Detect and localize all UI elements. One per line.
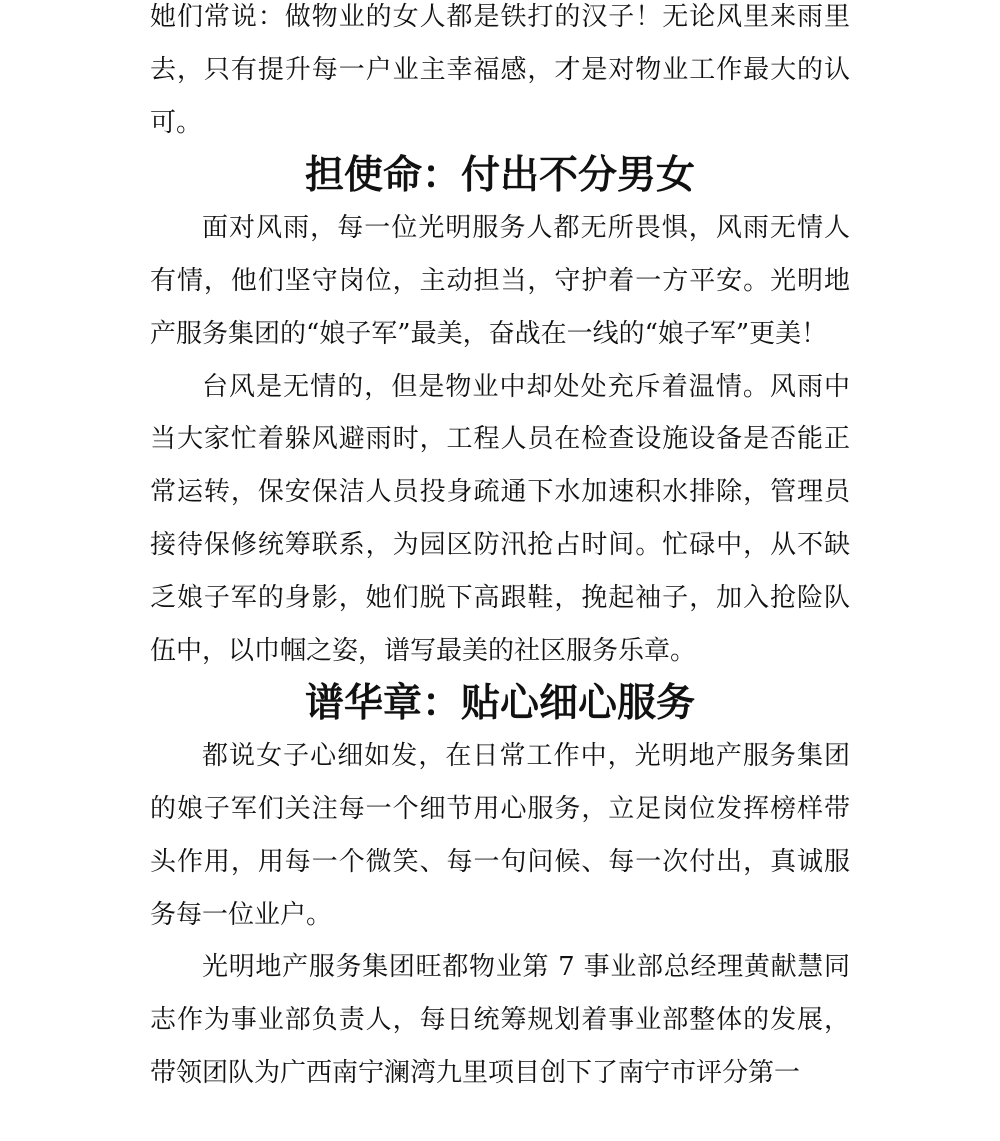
paragraph-intro-tail: 她们常说：做物业的女人都是铁打的汉子！无论风里来雨里去，只有提升每一户业主幸福感，才是对物业工作最大的认可。 (150, 2, 850, 138)
paragraph-facing-storm: 面对风雨，每一位光明服务人都无所畏惧，风雨无情人有情，他们坚守岗位，主动担当，守护着一方平安。光明地产服务集团的“娘子军”最美，奋战在一线的“娘子军”更美！ (150, 213, 850, 349)
document-page (150, 0, 850, 1100)
paragraph-typhoon: 台风是无情的，但是物业中却处处充斥着温情。风雨中当大家忙着躲风避雨时，工程人员在检查设施设备是否能正常运转，保安保洁人员投身疏通下水加速积水排除，管理员接待保修统筹联系，为园区防汛抢占时间。忙碌中，从不缺乏娘子军的身影，她们脱下高跟鞋，挽起袖子，加入抢险队伍中，以巾帼之姿，谱写最美的社区服务乐章。 (150, 371, 850, 666)
paragraph-manager-profile: 光明地产服务集团旺都物业第 7 事业部总经理黄献慧同志作为事业部负责人，每日统筹规划着事业部整体的发展，带领团队为广西南宁澜湾九里项目创下了南宁市评分第一 (150, 952, 850, 1088)
section-heading-mission: 担使命：付出不分男女 (304, 152, 695, 199)
paragraph-attentive-service: 都说女子心细如发，在日常工作中，光明地产服务集团的娘子军们关注每一个细节用心服务，立足岗位发挥榜样带头作用，用每一个微笑、每一句问候、每一次付出，真诚服务每一位业户。 (150, 741, 850, 930)
section-heading-service: 谱华章：贴心细心服务 (304, 680, 695, 727)
